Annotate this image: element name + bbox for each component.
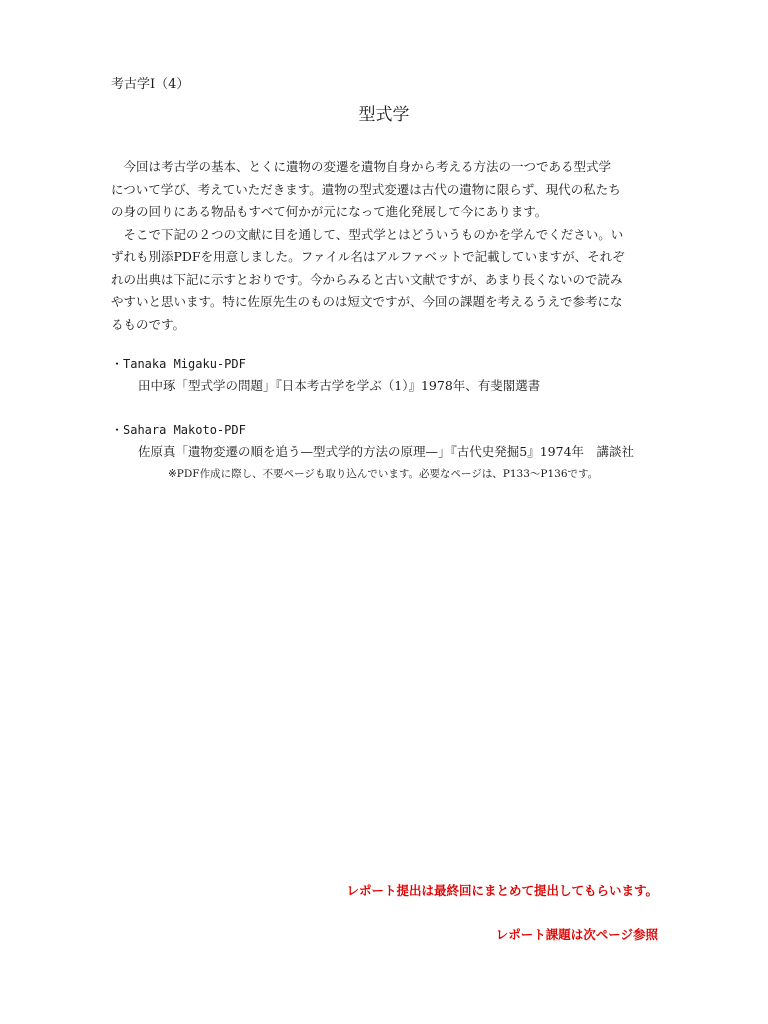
body-line: るものです。 (111, 316, 186, 332)
reference-file-name: ・Tanaka Migaku-PDF (111, 357, 246, 371)
body-line: 今回は考古学の基本、とくに遺物の変遷を遺物自身から考える方法の一つである型式学 (111, 159, 612, 174)
body-paragraphs (111, 156, 671, 336)
body-line: ずれも別添PDFを用意しました。ファイル名はアルファベットで記載していますが、それぞ (111, 249, 625, 264)
body-line: について学び、考えていただきます。遺物の型式変遷は古代の遺物に限らず、現代の私たち (111, 181, 621, 197)
body-line: の身の回りにある物品もすべて何かが元になって進化発展して今にあります。 (111, 204, 548, 219)
body-line: れの出典は下記に示すとおりです。今からみると古い文献ですが、あまり長くないので読み (111, 271, 623, 287)
course-header: 考古学Ⅰ（4） (111, 77, 190, 92)
reference-item (111, 353, 540, 397)
reference-citation: 田中琢「型式学の問題」『日本考古学を学ぶ（1）』1978年、有斐閣選書 (138, 378, 541, 393)
reference-citation: 佐原真「遺物変遷の順を追う—型式学的方法の原理—」『古代史発掘5』1974年 講談社 (138, 444, 635, 459)
report-assignment-reference: レポート課題は次ページ参照 (495, 927, 658, 942)
body-line: そこで下記の２つの文献に目を通して、型式学とはどういうものかを学んでください。い (111, 226, 624, 242)
reference-item (111, 419, 634, 485)
report-submission-note: レポート提出は最終回にまとめて提出してもらいます。 (346, 883, 658, 898)
body-line: やすいと思います。特に佐原先生のものは短文ですが、今回の課題を考えるうえで参考にな (111, 294, 623, 309)
page-title: 型式学 (358, 105, 410, 125)
reference-file-name: ・Sahara Makoto-PDF (111, 423, 246, 437)
reference-note: ※PDF作成に際し、不要ページも取り込んでいます。必要なページは、P133～P136です。 (168, 468, 599, 480)
